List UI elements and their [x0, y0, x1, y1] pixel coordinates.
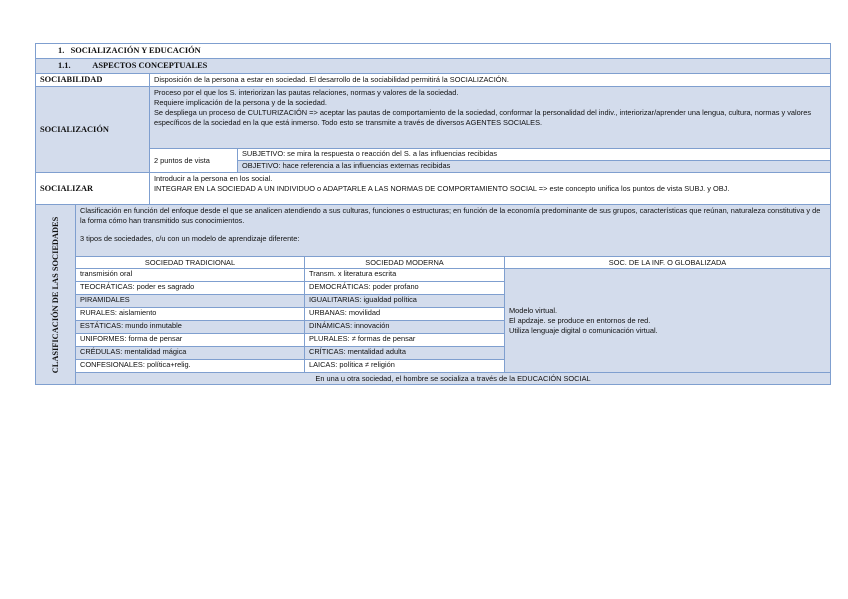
clasificacion-side-label: CLASIFICACIÓN DE LAS SOCIEDADES — [50, 216, 60, 373]
socializar-line-1: Introducir a la persona en los social. — [154, 174, 273, 183]
points-of-view-label: 2 puntos de vista — [150, 149, 238, 173]
socializacion-term: SOCIALIZACIÓN — [36, 87, 150, 173]
sociabilidad-term: SOCIABILIDAD — [36, 74, 150, 87]
moderna-item: LAICAS: política ≠ religión — [305, 360, 505, 373]
moderna-item: IGUALITARIAS: igualdad política — [305, 295, 505, 308]
moderna-item: Transm. x literatura escrita — [305, 269, 505, 282]
moderna-item: URBANAS: movilidad — [305, 308, 505, 321]
spacer — [80, 226, 826, 234]
sociabilidad-definition: Disposición de la persona a estar en sociedad. El desarrollo de la sociabilidad permitirá la SOCIALIZACIÓN. — [150, 74, 831, 87]
tradicional-item: UNIFORMES: forma de pensar — [76, 334, 305, 347]
tradicional-item: ESTÁTICAS: mundo inmutable — [76, 321, 305, 334]
socializacion-line-1: Proceso por el que los S. interiorizan las pautas relaciones, normas y valores de la sociedad. — [154, 88, 459, 97]
socializar-line-2: INTEGRAR EN LA SOCIEDAD A UN INDIVIDUO o ADAPTARLE A LAS NORMAS DE COMPORTAMIENTO SOCIAL => este concepto unifica los puntos de vista SUBJ. y OBJ. — [154, 184, 730, 193]
socializar-term: SOCIALIZAR — [36, 173, 150, 205]
col-header-globalizada: SOC. DE LA INF. O GLOBALIZADA — [505, 257, 831, 269]
tradicional-item: RURALES: aislamiento — [76, 308, 305, 321]
globalizada-line-2: El apdzaje. se produce en entornos de red. — [509, 315, 651, 325]
subjetivo-text: SUBJETIVO: se mira la respuesta o reacción del S. a las influencias recibidas — [238, 149, 831, 161]
socializacion-line-2: Requiere implicación de la persona y de la sociedad. — [154, 98, 327, 107]
col-header-tradicional: SOCIEDAD TRADICIONAL — [76, 257, 305, 269]
tradicional-item: CRÉDULAS: mentalidad mágica — [76, 347, 305, 360]
heading-1-title: SOCIALIZACIÓN Y EDUCACIÓN — [70, 46, 201, 55]
clasificacion-side-cell — [36, 205, 76, 385]
tradicional-item: TEOCRÁTICAS: poder es sagrado — [76, 282, 305, 295]
tradicional-item: CONFESIONALES: política+relig. — [76, 360, 305, 373]
clasificacion-intro: Clasificación en función del enfoque desde el que se analicen atendiendo a sus culturas, funciones o estructuras; en función de la economía predominante de sus grupos, características que reúnan, naturaleza constitutiva y de la forma cómo han transmitido sus conocimientos. — [80, 206, 821, 225]
document-table-area — [35, 43, 830, 385]
concepts-table — [35, 43, 831, 385]
tradicional-item: PIRAMIDALES — [76, 295, 305, 308]
clasificacion-intro-cell — [76, 205, 831, 257]
heading-2-number: 1.1. — [58, 61, 71, 70]
heading-2 — [36, 59, 831, 74]
clasificacion-footer: En una u otra sociedad, el hombre se socializa a través de la EDUCACIÓN SOCIAL — [76, 373, 831, 385]
moderna-item: CRÍTICAS: mentalidad adulta — [305, 347, 505, 360]
col-header-moderna: SOCIEDAD MODERNA — [305, 257, 505, 269]
tipos-line: 3 tipos de sociedades, c/u con un modelo de aprendizaje diferente: — [80, 234, 300, 243]
objetivo-text: OBJETIVO: hace referencia a las influencias externas recibidas — [238, 161, 831, 173]
heading-1-number: 1. — [58, 46, 65, 55]
heading-2-title: ASPECTOS CONCEPTUALES — [92, 61, 208, 70]
globalizada-line-1: Modelo virtual. — [509, 305, 558, 315]
heading-1 — [36, 44, 831, 59]
globalizada-cell — [505, 269, 831, 373]
socializacion-definition — [150, 87, 831, 149]
moderna-item: DEMOCRÁTICAS: poder profano — [305, 282, 505, 295]
moderna-item: DINÁMICAS: innovación — [305, 321, 505, 334]
socializar-definition — [150, 173, 831, 205]
tradicional-item: transmisión oral — [76, 269, 305, 282]
moderna-item: PLURALES: ≠ formas de pensar — [305, 334, 505, 347]
socializacion-line-3: Se despliega un proceso de CULTURIZACIÓN => aceptar las pautas de comportamiento de la sociedad, conformar la personalidad del indiv., interiorizar/aprender una lengua, cultura, normas y valores específicos de la sociedad en la que está inmerso. Todo esto se transmite a través de diversos AGENTES SOCIALES. — [154, 108, 812, 127]
globalizada-line-3: Utiliza lenguaje digital o comunicación virtual. — [509, 325, 658, 335]
